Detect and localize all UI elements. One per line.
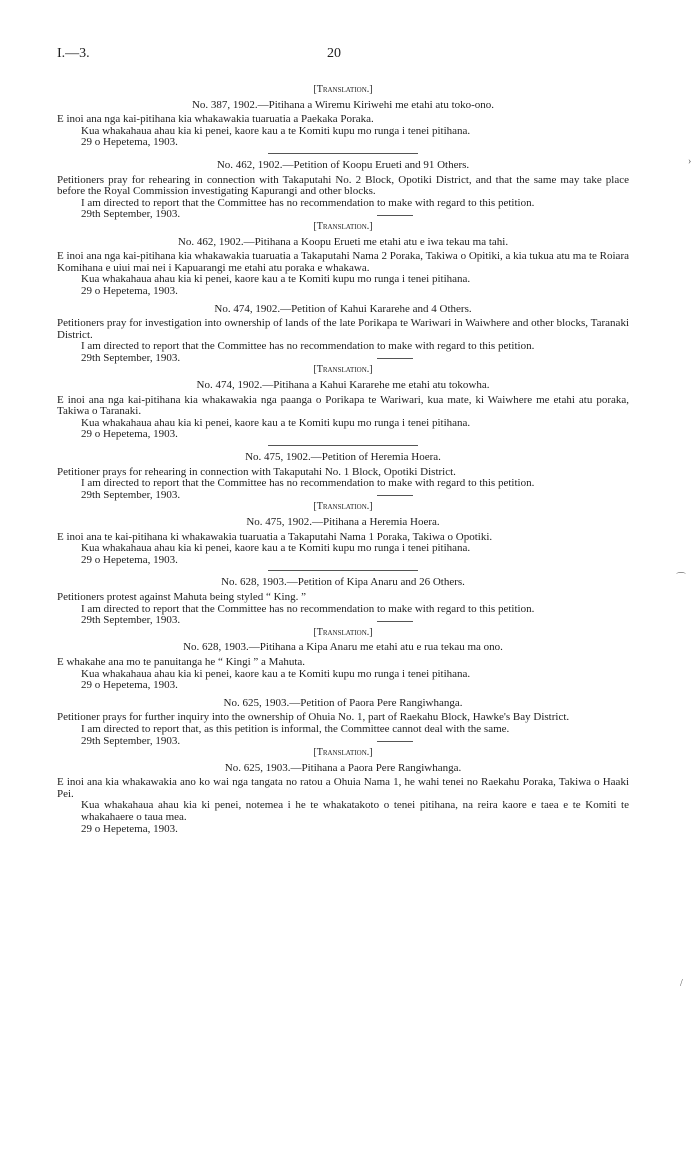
- section-divider: [268, 570, 418, 571]
- petition-body: E inoi ana nga kai-pitihana kia whakawakia tuaruatia a Paekaka Poraka.: [57, 113, 374, 126]
- translation-divider: [377, 741, 413, 742]
- petition-body: Petitioner prays for rehearing in connection with Takaputahi No. 1 Block, Opotiki District.: [57, 465, 456, 478]
- translation-label: [Translation.]: [313, 364, 373, 376]
- report-date: 29th September, 1903.: [81, 488, 181, 501]
- petition-body: Petitioner prays for further inquiry into the ownership of Ohuia No. 1, part of Raekahu Block, Hawke's Bay District.: [57, 711, 570, 724]
- petition-title: No. 462, 1902.—Pitihana a Koopu Erueti me etahi atu e iwa tekau ma tahi.: [177, 235, 509, 248]
- translation-label: [Translation.]: [313, 747, 373, 759]
- margin-mark: ⌒: [676, 573, 686, 584]
- document-body: [57, 84, 629, 835]
- petition-title: No. 462, 1902.—Petition of Koopu Erueti and 91 Others.: [216, 158, 470, 171]
- petition-body: E inoi ana nga kai-pitihana kia whakawakia tuaruatia a Takaputahi Nama 2 Poraka, Takiwa o Opitiki, a kia tukua atu ma te Roiara Komihana e uiui mai nei i Kapuarangi me etahi atu poraka e whakawa.: [57, 250, 629, 274]
- petition-title: No. 625, 1903.—Petition of Paora Pere Rangiwhanga.: [223, 696, 463, 709]
- petition-body: Petitioners pray for investigation into ownership of lands of the late Porikapa te Wariwari in Waiwhere and other blocks, Taranaki District.: [57, 317, 629, 341]
- petition-body: E inoi ana nga kai-pitihana kia whakawakia nga paanga o Porikapa te Wariwari, kua mate, ki Waiwhere me etahi atu poraka, Takiwa o Taranaki.: [57, 393, 629, 418]
- petition-title: No. 474, 1902.—Petition of Kahui Kararehe and 4 Others.: [214, 302, 472, 315]
- committee-report: Kua whakahaua ahau kia ki penei, kaore kau a te Komiti kupu mo runga i tenei pitihana.: [81, 542, 471, 555]
- committee-report: Kua whakahaua ahau kia ki penei, notemea i he te whakatakoto o tenei pitihana, na reira kaore e taea e te Komiti te whakahaere o taua mea.: [81, 799, 629, 824]
- report-date: 29 o Hepetema, 1903.: [81, 428, 178, 441]
- petition-title: No. 475, 1902.—Petition of Heremia Hoera.: [245, 451, 441, 464]
- petition-body: Petitioners pray for rehearing in connection with Takaputahi No. 2 Block, Opotiki District, and that the same may take place before the Royal Commission investigating Kapurangi and other blocks.: [57, 173, 629, 198]
- petition-title: No. 475, 1902.—Pitihana a Heremia Hoera.: [246, 516, 440, 528]
- translation-divider: [377, 215, 413, 216]
- petition-title: No. 474, 1902.—Pitihana a Kahui Kararehe me etahi atu tokowha.: [196, 379, 490, 392]
- committee-report: I am directed to report that, as this petition is informal, the Committee cannot deal with the same.: [81, 722, 510, 735]
- committee-report: Kua whakahaua ahau kia ki penei, kaore kau a te Komiti kupu mo runga i tenei pitihana.: [81, 667, 471, 680]
- petition-body: E whakahe ana mo te panuitanga he “ Kingi ” a Mahuta.: [57, 655, 306, 668]
- petition-title: No. 628, 1903.—Petition of Kipa Anaru and 26 Others.: [221, 576, 465, 589]
- report-date: 29 o Hepetema, 1903.: [81, 822, 178, 835]
- committee-report: I am directed to report that the Committee has no recommendation to make with regard to this petition.: [81, 477, 535, 490]
- report-date: 29 o Hepetema, 1903.: [81, 284, 178, 297]
- report-date: 29 o Hepetema, 1903.: [81, 553, 178, 566]
- translation-label: [Translation.]: [313, 626, 373, 638]
- committee-report: I am directed to report that the Committee has no recommendation to make with regard to this petition.: [81, 196, 535, 209]
- committee-report: Kua whakahaua ahau kia ki penei, kaore kau a te Komiti kupu mo runga i tenei pitihana.: [81, 124, 471, 137]
- petition-title: No. 625, 1903.—Pitihana a Paora Pere Rangiwhanga.: [224, 761, 462, 774]
- committee-report: I am directed to report that the Committee has no recommendation to make with regard to this petition.: [81, 340, 535, 353]
- committee-report: I am directed to report that the Committee has no recommendation to make with regard to this petition.: [81, 602, 535, 615]
- petition-title: No. 628, 1903.—Pitihana a Kipa Anaru me etahi atu e rua tekau ma ono.: [183, 641, 503, 654]
- margin-mark: ›: [688, 156, 692, 167]
- section-divider: [268, 153, 418, 154]
- report-date: 29th September, 1903.: [81, 614, 181, 627]
- petition-body: E inoi ana te kai-pitihana ki whakawakia tuaruatia a Takaputahi Nama 1 Poraka, Takiwa o Opotiki.: [57, 530, 493, 543]
- page-header: [57, 48, 629, 64]
- report-date: 29th September, 1903.: [81, 208, 181, 221]
- page-number: 20: [327, 46, 341, 61]
- petition-body: Petitioners protest against Mahuta being styled “ King. ”: [57, 590, 306, 603]
- report-date: 29 o Hepetema, 1903.: [81, 679, 178, 692]
- committee-report: Kua whakahaua ahau kia ki penei, kaore kau a te Komiti kupu mo runga i tenei pitihana.: [81, 273, 471, 286]
- translation-label: [Translation.]: [313, 220, 373, 232]
- translation-label: [Translation.]: [313, 501, 373, 513]
- petition-body: E inoi ana kia whakawakia ano ko wai nga tangata no ratou a Ohuia Nama 1, he wahi tenei no Raekahu Poraka, Takiwa o Haaki Pei.: [57, 776, 629, 800]
- committee-report: Kua whakahaua ahau kia ki penei, kaore kau a te Komiti kupu mo runga i tenei pitihana.: [81, 416, 471, 429]
- report-date: 29th September, 1903.: [81, 351, 181, 364]
- section-divider: [268, 445, 418, 446]
- translation-divider: [377, 358, 413, 359]
- translation-divider: [377, 495, 413, 496]
- margin-mark: /: [680, 978, 683, 989]
- report-date: 29th September, 1903.: [81, 734, 181, 747]
- translation-divider: [377, 621, 413, 622]
- report-date: 29 o Hepetema, 1903.: [81, 136, 178, 149]
- document-reference: I.—3.: [57, 46, 90, 61]
- translation-label: [Translation.]: [313, 84, 373, 95]
- petition-title: No. 387, 1902.—Pitihana a Wiremu Kiriwehi me etahi atu toko-ono.: [191, 98, 495, 111]
